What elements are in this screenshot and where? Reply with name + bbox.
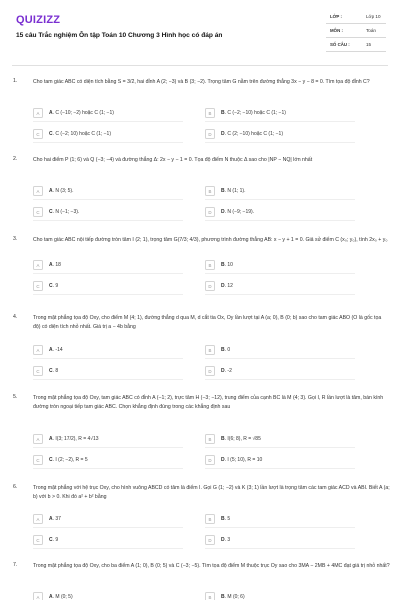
option-letter: B [221, 516, 225, 522]
header-divider [12, 65, 388, 66]
option-d[interactable]: D D. -2 [205, 366, 365, 378]
option-letter: D [221, 131, 225, 137]
divider [33, 121, 183, 122]
divider [205, 273, 355, 274]
meta-row-class [326, 10, 386, 24]
divider [33, 358, 183, 359]
option-c[interactable]: C C. 8 [33, 366, 193, 378]
option-c[interactable]: C C. N (−1; −3). [33, 207, 193, 219]
option-text: 5 [227, 516, 231, 522]
question-number: 6. [13, 484, 18, 490]
option-letter-box: B [205, 108, 215, 118]
option-letter: C [49, 209, 53, 215]
option-a[interactable]: A A. C (−10; −2) hoặc C (1; −1) [33, 108, 193, 120]
option-text: I(6; 8), R = √85 [227, 436, 261, 442]
option-letter-box: D [205, 366, 215, 376]
divider [205, 468, 355, 469]
question-text: Trong mặt phẳng tọa độ Oxy, cho ba điểm A (1; 0), B (0; 5) và C (−3; −5). Tìm tọa độ điểm M thuộc trục Oy sao cho 3MA − 2MB + 4MC đạt giá trị nhỏ nhất? [33, 563, 390, 569]
meta-value: Lớp 10 [366, 14, 381, 19]
option-letter: C [49, 131, 53, 137]
option-text: N (3; 5). [55, 188, 74, 194]
option-b[interactable]: B B. M (0; 6) [205, 592, 365, 600]
question-text: Trong mặt phẳng tọa độ Oxy, tam giác ABC có đỉnh A (−1; 2), trực tâm H (−3; −12), trung điểm của cạnh BC là M (4; 3). Gọi I, R lần lượt là tâm, bán kính đường tròn ngoại tiếp tam giác ABC. Chọn khẳng định đúng trong các khẳng định sau [33, 395, 384, 411]
option-text: I (5; 10), R = 10 [227, 457, 263, 463]
meta-value: 15 [366, 42, 372, 47]
question-number: 1. [13, 78, 18, 84]
divider [205, 527, 355, 528]
option-letter-box: A [33, 260, 43, 270]
option-text: C (−10; −2) hoặc C (1; −1) [55, 110, 114, 116]
option-letter: A [49, 436, 53, 442]
divider [33, 220, 183, 221]
option-letter-box: D [205, 455, 215, 465]
option-d[interactable]: D D. C (2; −10) hoặc C (1; −1) [205, 129, 365, 141]
option-text: I (2; −2), R = 5 [55, 457, 88, 463]
option-c[interactable]: C C. 9 [33, 535, 193, 547]
question-number: 2. [13, 156, 18, 162]
option-text: 9 [55, 283, 59, 289]
option-letter-box: A [33, 592, 43, 600]
option-letter: A [49, 594, 53, 600]
option-letter: A [49, 188, 53, 194]
option-b[interactable]: B B. C (−2; −10) hoặc C (1; −1) [205, 108, 365, 120]
question-text: Trong mặt phẳng tọa độ Oxy, cho điểm M (4; 1), đường thẳng d qua M, d cắt tia Ox, Oy lần lượt tại A (a; 0), B (0; b) sao cho tam giác ABO (O là gốc tọa độ) có diện tích nhỏ nhất. Giá trị a − 4b bằng [33, 315, 382, 331]
option-c[interactable]: C C. I (2; −2), R = 5 [33, 455, 193, 467]
option-text: 3 [227, 537, 231, 543]
worksheet-meta [326, 10, 386, 52]
option-text: 18 [55, 262, 61, 268]
option-a[interactable]: A A. M (0; 5) [33, 592, 193, 600]
option-text: 8 [55, 368, 59, 374]
option-text: 37 [55, 516, 61, 522]
option-c[interactable]: C C. C (−2; 10) hoặc C (1; −1) [33, 129, 193, 141]
option-text: N (−1; −3). [55, 209, 80, 215]
option-letter-box: A [33, 514, 43, 524]
option-letter-box: C [33, 207, 43, 217]
divider [33, 199, 183, 200]
option-letter: C [49, 368, 53, 374]
divider [205, 548, 355, 549]
option-text: N (−9; −19). [227, 209, 255, 215]
option-text: N (1; 1). [227, 188, 246, 194]
option-letter: A [49, 347, 53, 353]
option-text: C (−2; 10) hoặc C (1; −1) [55, 131, 111, 137]
option-letter-box: C [33, 366, 43, 376]
worksheet-header [0, 0, 400, 62]
question-text: Cho hai điểm P (1; 6) và Q (−3; −4) và đường thẳng Δ: 2x − y − 1 = 0. Tọa độ điểm N thuộc Δ sao cho |NP − NQ| lớn nhất [33, 157, 313, 163]
option-letter: B [221, 110, 225, 116]
option-letter: A [49, 262, 53, 268]
option-letter-box: A [33, 434, 43, 444]
page-title: 15 câu Trắc nghiệm Ôn tập Toán 10 Chương 3 Hình học có đáp án [16, 32, 223, 39]
option-text: 12 [227, 283, 233, 289]
option-text: -14 [55, 347, 63, 353]
divider [205, 199, 355, 200]
option-letter-box: B [205, 186, 215, 196]
option-letter-box: D [205, 129, 215, 139]
option-letter-box: B [205, 260, 215, 270]
option-letter: C [49, 283, 53, 289]
option-b[interactable]: B B. 5 [205, 514, 365, 526]
quizizz-logo[interactable]: QUIZIZZ [16, 14, 61, 26]
option-letter-box: A [33, 108, 43, 118]
option-letter-box: A [33, 345, 43, 355]
option-c[interactable]: C C. 9 [33, 281, 193, 293]
divider [33, 468, 183, 469]
option-letter: B [221, 188, 225, 194]
option-text: C (−2; −10) hoặc C (1; −1) [227, 110, 286, 116]
option-letter-box: C [33, 455, 43, 465]
option-letter: A [49, 516, 53, 522]
option-letter: A [49, 110, 53, 116]
question-text: Trong mặt phẳng với hệ trục Oxy, cho hình vuông ABCD có tâm là điểm I. Gọi G (1; −2) và K (3; 1) lần lượt là trọng tâm các tam giác ACD và ABI. Biết A (a; b) với b > 0. Khi đó a² + b² bằng [33, 485, 390, 501]
option-d[interactable]: D D. 12 [205, 281, 365, 293]
divider [205, 220, 355, 221]
option-text: -2 [227, 368, 232, 374]
option-text: I(3; 17/2), R = 4√13 [55, 436, 99, 442]
divider [205, 379, 355, 380]
divider [33, 142, 183, 143]
option-d[interactable]: D D. I (5; 10), R = 10 [205, 455, 365, 467]
option-letter-box: B [205, 345, 215, 355]
option-b[interactable]: B B. I(6; 8), R = √85 [205, 434, 365, 446]
option-d[interactable]: D D. 3 [205, 535, 365, 547]
divider [33, 527, 183, 528]
option-letter-box: C [33, 535, 43, 545]
option-letter-box: C [33, 281, 43, 291]
option-a[interactable]: A A. -14 [33, 345, 193, 357]
option-text: C (2; −10) hoặc C (1; −1) [227, 131, 283, 137]
option-a[interactable]: A A. 18 [33, 260, 193, 272]
option-letter: D [221, 283, 225, 289]
divider [205, 142, 355, 143]
meta-label: LỚP : [330, 14, 342, 19]
divider [205, 447, 355, 448]
question-number: 5. [13, 394, 18, 400]
option-b[interactable]: B B. 10 [205, 260, 365, 272]
divider [33, 294, 183, 295]
divider [205, 294, 355, 295]
option-letter-box: A [33, 186, 43, 196]
divider [205, 121, 355, 122]
option-text: 0 [227, 347, 231, 353]
meta-value: Toán [366, 28, 376, 33]
divider [33, 379, 183, 380]
option-letter: C [49, 537, 53, 543]
option-letter-box: B [205, 434, 215, 444]
option-letter: B [221, 594, 225, 600]
option-letter: D [221, 368, 225, 374]
option-letter: B [221, 347, 225, 353]
question-number: 3. [13, 236, 18, 242]
divider [205, 358, 355, 359]
meta-label: SỐ CÂU : [330, 42, 350, 47]
option-text: 10 [227, 262, 233, 268]
divider [33, 447, 183, 448]
option-letter: B [221, 262, 225, 268]
option-a[interactable]: A A. N (3; 5). [33, 186, 193, 198]
question-number: 4. [13, 314, 18, 320]
meta-row-subject [326, 24, 386, 38]
option-a[interactable]: A A. I(3; 17/2), R = 4√13 [33, 434, 193, 446]
meta-row-question-count [326, 38, 386, 52]
divider [33, 273, 183, 274]
option-d[interactable]: D D. N (−9; −19). [205, 207, 365, 219]
option-letter-box: B [205, 592, 215, 600]
option-text: M (0; 6) [227, 594, 245, 600]
question-number: 7. [13, 562, 18, 568]
option-text: 9 [55, 537, 59, 543]
option-letter: B [221, 436, 225, 442]
option-letter: D [221, 537, 225, 543]
option-letter: C [49, 457, 53, 463]
option-letter-box: D [205, 207, 215, 217]
option-letter: D [221, 209, 225, 215]
option-text: M (0; 5) [55, 594, 73, 600]
option-a[interactable]: A A. 37 [33, 514, 193, 526]
meta-label: MÔN : [330, 28, 343, 33]
question-text: Cho tam giác ABC có diện tích bằng S = 3/2, hai đỉnh A (2; −3) và B (3; −2). Trọng tâm G nằm trên đường thẳng 3x − y − 8 = 0. Tìm tọa độ đỉnh C? [33, 79, 370, 85]
option-letter-box: C [33, 129, 43, 139]
option-letter: D [221, 457, 225, 463]
option-b[interactable]: B B. 0 [205, 345, 365, 357]
option-letter-box: D [205, 281, 215, 291]
option-letter-box: D [205, 535, 215, 545]
option-b[interactable]: B B. N (1; 1). [205, 186, 365, 198]
question-text: Cho tam giác ABC nội tiếp đường tròn tâm I (2; 1), trọng tâm G(7/3; 4/3), phương trình đường thẳng AB: x − y + 1 = 0. Giả sử điểm C (x₀; y₀), tính 2x₀ + y₀ [33, 237, 388, 243]
divider [33, 548, 183, 549]
option-letter-box: B [205, 514, 215, 524]
